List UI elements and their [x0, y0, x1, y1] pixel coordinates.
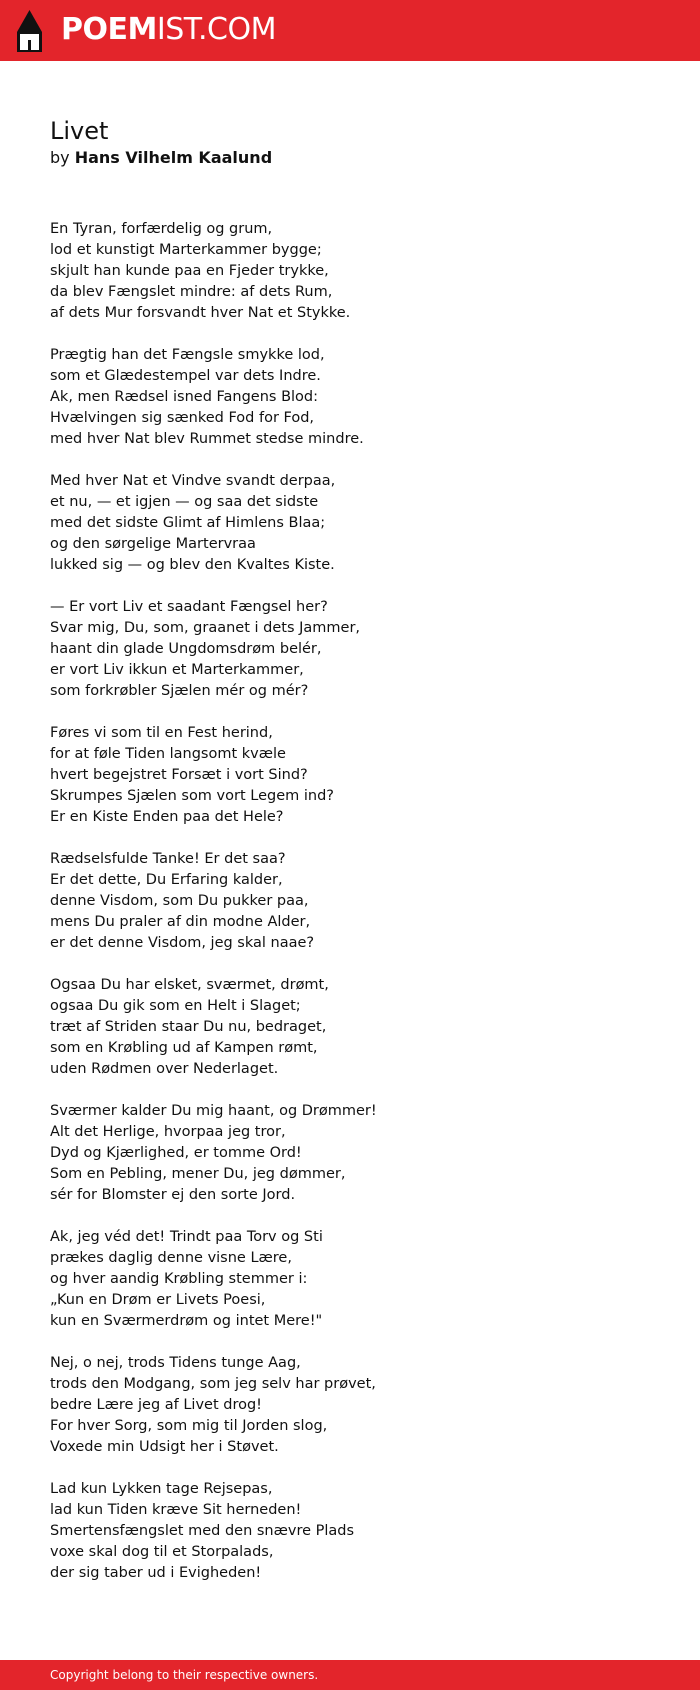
logo-bold-text: POEM [61, 12, 157, 47]
poem-line: Ak, men Rædsel isned Fangens Blod: [50, 389, 319, 405]
poem-line: Føres vi som til en Fest herind, [50, 725, 273, 741]
poem-line: et nu, — et igjen — og saa det sidste [50, 494, 319, 510]
poem-line: med hver Nat blev Rummet stedse mindre. [50, 431, 364, 447]
poem-line: da blev Fængslet mindre: af dets Rum, [50, 284, 333, 300]
poem-title: Livet [50, 117, 109, 145]
poem-line: Lad kun Lykken tage Rejsepas, [50, 1481, 273, 1497]
poem-line: mens Du praler af din modne Alder, [50, 914, 311, 930]
poem-line: der sig taber ud i Evigheden! [50, 1565, 262, 1581]
poem-byline [50, 147, 272, 169]
poem-line: Nej, o nej, trods Tidens tunge Aag, [50, 1355, 301, 1371]
logo-light-text: IST.COM [156, 12, 276, 47]
poem-line: — Er vort Liv et saadant Fængsel her? [50, 599, 328, 615]
poem-line: og hver aandig Krøbling stemmer i: [50, 1271, 308, 1287]
poem-line: Rædselsfulde Tanke! Er det saa? [50, 851, 286, 867]
by-label: by [50, 148, 70, 167]
poem-line: er det denne Visdom, jeg skal naae? [50, 935, 315, 951]
stanza [50, 723, 650, 828]
stanza [50, 1353, 650, 1458]
poem-line: voxe skal dog til et Storpalads, [50, 1544, 274, 1560]
poem-line: Er en Kiste Enden paa det Hele? [50, 809, 284, 825]
poem-line: Som en Pebling, mener Du, jeg dømmer, [50, 1166, 346, 1182]
poem-line: som forkrøbler Sjælen mér og mér? [50, 683, 309, 699]
poem-line: denne Visdom, som Du pukker paa, [50, 893, 309, 909]
poem-line: af dets Mur forsvandt hver Nat et Stykke. [50, 305, 351, 321]
poem-line: er vort Liv ikkun et Marterkammer, [50, 662, 304, 678]
poem-line: Dyd og Kjærlighed, er tomme Ord! [50, 1145, 302, 1161]
stanza [50, 975, 650, 1080]
stanza [50, 849, 650, 954]
poem-line: og den sørgelige Martervraa [50, 536, 256, 552]
poem-line: som et Glædestempel var dets Indre. [50, 368, 321, 384]
poem-line: Med hver Nat et Vindve svandt derpaa, [50, 473, 336, 489]
poem-line: trods den Modgang, som jeg selv har prøvet, [50, 1376, 376, 1392]
poem-line: Prægtig han det Fængsle smykke lod, [50, 347, 325, 363]
poem-line: „Kun en Drøm er Livets Poesi, [50, 1292, 266, 1308]
pencil-tip-icon[interactable] [17, 10, 42, 52]
poem-line: Ak, jeg véd det! Trindt paa Torv og Sti [50, 1229, 323, 1245]
poem-line: skjult han kunde paa en Fjeder trykke, [50, 263, 329, 279]
poem-line: lod et kunstigt Marterkammer bygge; [50, 242, 322, 258]
poem-line: Ogsaa Du har elsket, sværmet, drømt, [50, 977, 329, 993]
stanza [50, 1101, 650, 1206]
poem-line: bedre Lære jeg af Livet drog! [50, 1397, 262, 1413]
poem-line: Alt det Herlige, hvorpaa jeg tror, [50, 1124, 286, 1140]
site-logo[interactable] [61, 11, 276, 49]
poem-line: Skrumpes Sjælen som vort Legem ind? [50, 788, 334, 804]
poem-line: med det sidste Glimt af Himlens Blaa; [50, 515, 326, 531]
poem-line: prækes daglig denne visne Lære, [50, 1250, 292, 1266]
poem-body [50, 219, 650, 1605]
poem-line: Svar mig, Du, som, graanet i dets Jammer, [50, 620, 361, 636]
poem-line: hvert begejstret Forsæt i vort Sind? [50, 767, 308, 783]
poem-line: En Tyran, forfærdelig og grum, [50, 221, 273, 237]
poem-line: lukked sig — og blev den Kvaltes Kiste. [50, 557, 335, 573]
poem-line: lad kun Tiden kræve Sit herneden! [50, 1502, 302, 1518]
poem-line: ogsaa Du gik som en Helt i Slaget; [50, 998, 301, 1014]
poem-line: For hver Sorg, som mig til Jorden slog, [50, 1418, 328, 1434]
site-footer [0, 1660, 700, 1690]
stanza [50, 1479, 650, 1584]
poem-line: Er det dette, Du Erfaring kalder, [50, 872, 283, 888]
poem-line: Sværmer kalder Du mig haant, og Drømmer! [50, 1103, 377, 1119]
site-header [0, 0, 700, 61]
stanza [50, 471, 650, 576]
poem-line: træt af Striden staar Du nu, bedraget, [50, 1019, 327, 1035]
poem-line: som en Krøbling ud af Kampen rømt, [50, 1040, 318, 1056]
stanza [50, 1227, 650, 1332]
poem-line: kun en Sværmerdrøm og intet Mere!" [50, 1313, 323, 1329]
stanza [50, 345, 650, 450]
poem-line: Voxede min Udsigt her i Støvet. [50, 1439, 279, 1455]
poem-line: uden Rødmen over Nederlaget. [50, 1061, 279, 1077]
poem-line: haant din glade Ungdomsdrøm belér, [50, 641, 322, 657]
copyright-text: Copyright belong to their respective owners. [50, 1668, 319, 1682]
poem-line: Hvælvingen sig sænked Fod for Fod, [50, 410, 315, 426]
author-name: Hans Vilhelm Kaalund [74, 148, 273, 167]
stanza [50, 219, 650, 324]
poem-line: for at føle Tiden langsomt kvæle [50, 746, 286, 762]
poem-line: Smertensfængslet med den snævre Plads [50, 1523, 355, 1539]
poem-line: sér for Blomster ej den sorte Jord. [50, 1187, 296, 1203]
stanza [50, 597, 650, 702]
